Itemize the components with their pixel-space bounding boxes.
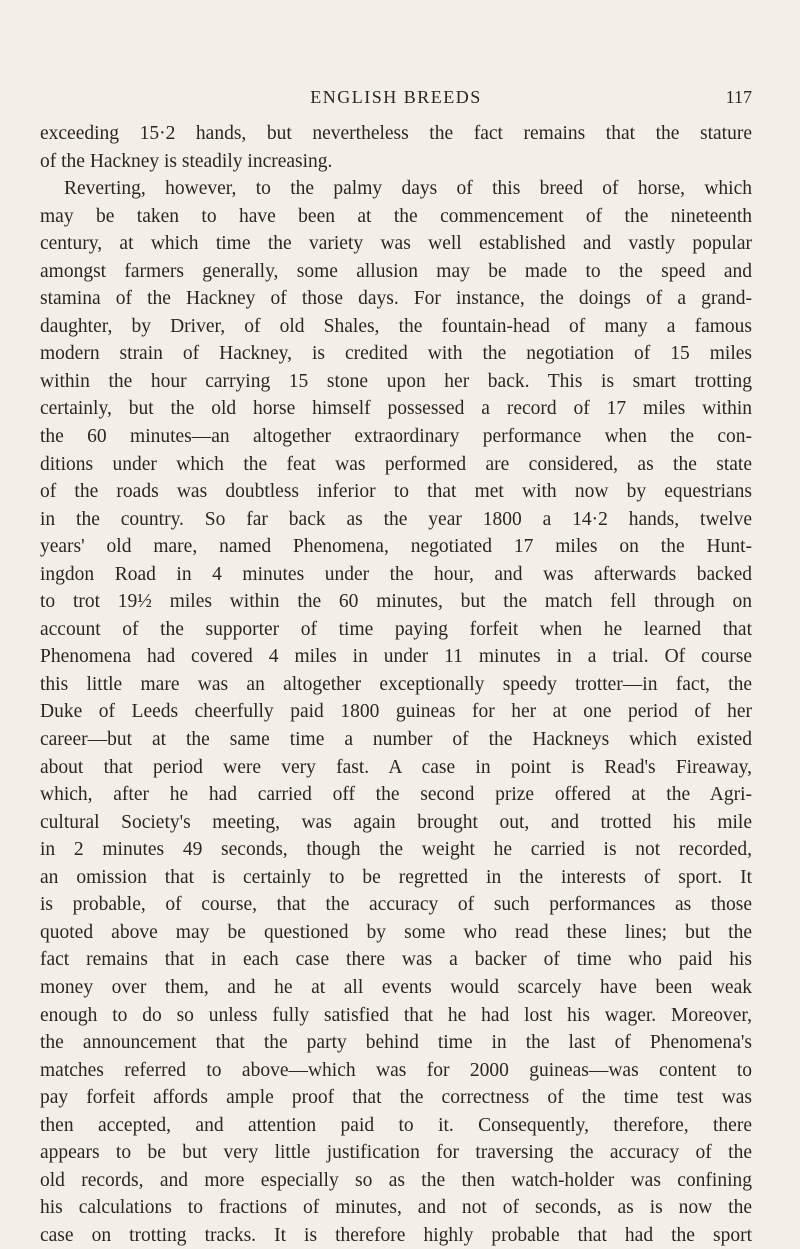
text-line: pay forfeit affords ample proof that the correctness of the time test was [40,1087,752,1109]
text-line: cultural Society's meeting, was again brought out, and trotted his mile [40,811,752,833]
page-number: 117 [725,87,752,107]
running-title: ENGLISH BREEDS [310,87,482,107]
text-line: stamina of the Hackney of those days. For instance, the doings of a grand- [40,288,752,310]
text-line: ingdon Road in 4 minutes under the hour, and was afterwards backed [40,563,752,585]
text-line: of the roads was doubtless inferior to that met with now by equestrians [40,481,752,503]
text-line: ditions under which the feat was performed are considered, as the state [40,453,752,475]
text-line: may be taken to have been at the commencement of the nineteenth [40,205,752,227]
text-line: appears to be but very little justification for traversing the accuracy of the [40,1142,752,1164]
text-line: century, at which time the variety was well established and vastly popular [40,233,752,255]
text-line: this little mare was an altogether exceptionally speedy trotter—in fact, the [40,673,752,695]
text-line: which, after he had carried off the second prize offered at the Agri- [40,784,752,806]
text-line: Phenomena had covered 4 miles in under 11 minutes in a trial. Of course [40,646,752,668]
text-line: his calculations to fractions of minutes, and not of seconds, as is now the [40,1197,752,1219]
text-line: exceeding 15·2 hands, but nevertheless the fact remains that the stature [40,123,752,144]
text-line: then accepted, and attention paid to it. Consequently, therefore, there [40,1114,752,1136]
text-line: in 2 minutes 49 seconds, though the weight he carried is not recorded, [40,839,752,861]
text-line: an omission that is certainly to be regretted in the interests of sport. It [40,866,752,888]
text-line: amongst farmers generally, some allusion may be made to the speed and [40,260,752,282]
text-line: money over them, and he at all events would scarcely have been weak [40,976,752,998]
text-line: Reverting, however, to the palmy days of this breed of horse, which [64,178,752,200]
text-line: quoted above may be questioned by some who read these lines; but the [40,921,752,943]
text-line: enough to do so unless fully satisfied that he had lost his wager. Moreover, [40,1004,752,1026]
text-line: years' old mare, named Phenomena, negotiated 17 miles on the Hunt- [40,536,752,558]
text-line: account of the supporter of time paying forfeit when he learned that [40,618,752,640]
text-line: case on trotting tracks. It is therefore highly probable that had the sport [40,1224,752,1246]
text-line: the announcement that the party behind time in the last of Phenomena's [40,1032,752,1054]
text-line: daughter, by Driver, of old Shales, the fountain-head of many a famous [40,315,752,337]
text-line: old records, and more especially so as the then watch-holder was confining [40,1169,752,1191]
body-text [40,120,752,1249]
text-line: of the Hackney is steadily increasing. [40,150,333,172]
text-line: fact remains that in each case there was a backer of time who paid his [40,949,752,971]
text-line: about that period were very fast. A case in point is Read's Fireaway, [40,756,752,778]
text-line: is probable, of course, that the accuracy of such performances as those [40,894,752,916]
text-line: the 60 minutes—an altogether extraordinary performance when the con- [40,426,752,448]
running-head [40,84,752,110]
text-line: matches referred to above—which was for 2000 guineas—was content to [40,1059,752,1081]
text-line: to trot 19½ miles within the 60 minutes, but the match fell through on [40,591,752,613]
text-line: in the country. So far back as the year 1800 a 14·2 hands, twelve [40,508,752,530]
text-line: career—but at the same time a number of the Hackneys which existed [40,729,752,751]
text-line: within the hour carrying 15 stone upon her back. This is smart trotting [40,370,752,392]
text-line: certainly, but the old horse himself possessed a record of 17 miles within [40,398,752,420]
text-line: modern strain of Hackney, is credited with the negotiation of 15 miles [40,343,752,365]
text-line: Duke of Leeds cheerfully paid 1800 guineas for her at one period of her [40,701,752,723]
